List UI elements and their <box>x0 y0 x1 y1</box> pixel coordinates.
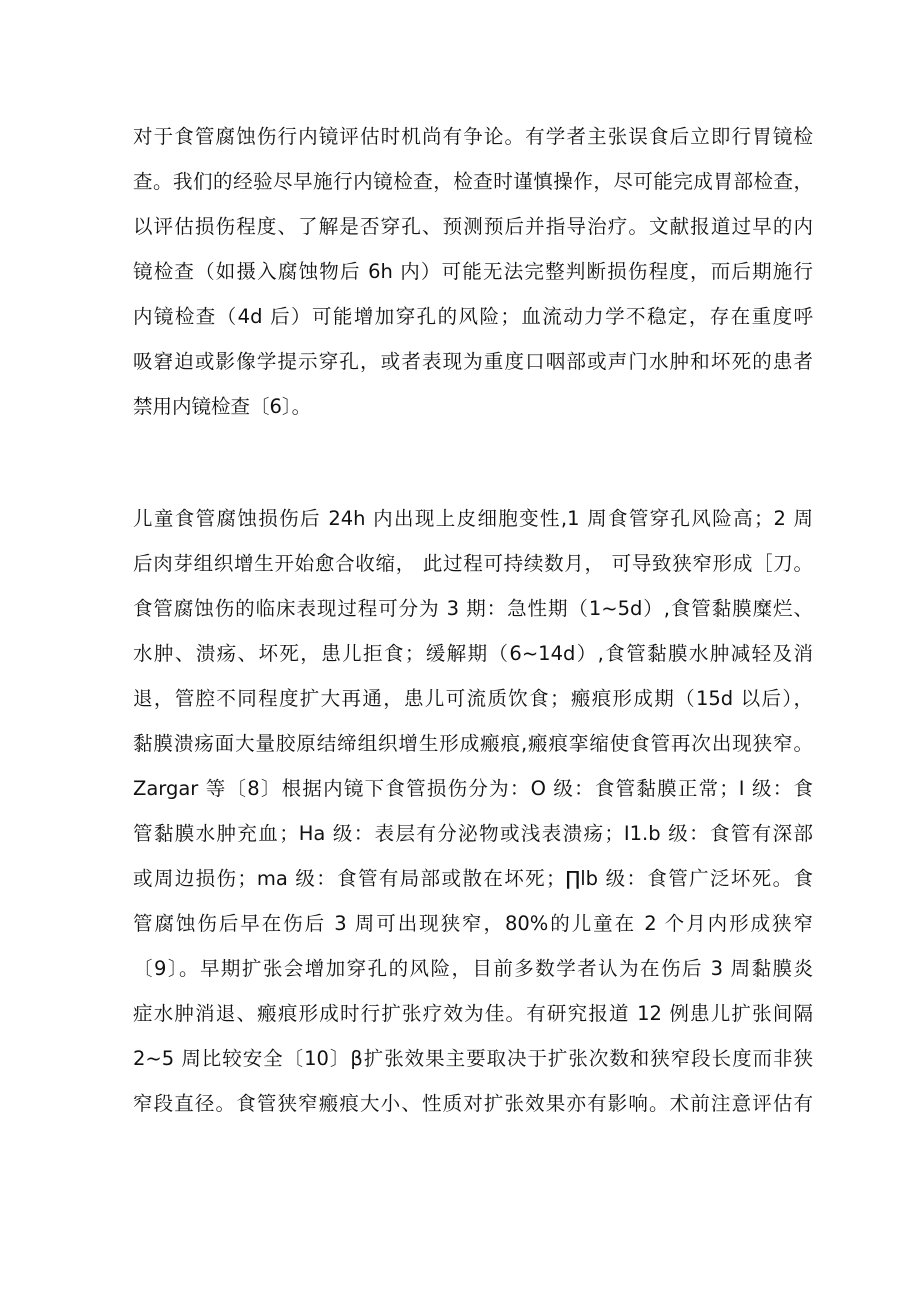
text-line: 2~5 周比较安全〔10〕β扩张效果主要取决于扩张次数和狭窄段长度而非狭 <box>133 1047 813 1070</box>
text-line: 内镜检查（4d 后）可能增加穿孔的风险；血流动力学不稳定，存在重度呼 <box>133 305 813 328</box>
text-line: 吸窘迫或影像学提示穿孔，或者表现为重度口咽部或声门水肿和坏死的患者 <box>133 350 813 373</box>
text-line: 退，管腔不同程度扩大再通，患儿可流质饮食；瘢痕形成期（15d 以后）， <box>133 687 813 710</box>
paragraph-endoscopy-timing <box>133 114 813 429</box>
text-line: 以评估损伤程度、了解是否穿孔、预测预后并指导治疗。文献报道过早的内 <box>133 215 813 238</box>
text-line: 〔9〕。早期扩张会增加穿孔的风险，目前多数学者认为在伤后 3 周黏膜炎 <box>133 957 813 980</box>
text-line: 窄段直径。食管狭窄瘢痕大小、性质对扩张效果亦有影响。术前注意评估有 <box>133 1092 813 1115</box>
text-line: 镜检查（如摄入腐蚀物后 6h 内）可能无法完整判断损伤程度，而后期施行 <box>133 260 813 283</box>
paragraph-injury-progression <box>133 496 813 1126</box>
text-line: 或周边损伤；ma 级：食管有局部或散在坏死；∏lb 级：食管广泛坏死。食 <box>133 867 813 890</box>
text-line: 禁用内镜检查〔6〕。 <box>133 395 312 418</box>
text-line: 管腐蚀伤后早在伤后 3 周可出现狭窄，80%的儿童在 2 个月内形成狭窄 <box>133 912 813 935</box>
text-line: 食管腐蚀伤的临床表现过程可分为 3 期：急性期（1~5d）,食管黏膜糜烂、 <box>133 597 813 620</box>
text-line: 管黏膜水肿充血；Ha 级：表层有分泌物或浅表溃疡；I1.b 级：食管有深部 <box>133 822 813 845</box>
text-line: 黏膜溃疡面大量胶原结缔组织增生形成瘢痕,瘢痕挛缩使食管再次出现狭窄。 <box>133 732 813 755</box>
text-line: 对于食管腐蚀伤行内镜评估时机尚有争论。有学者主张误食后立即行胃镜检 <box>133 125 813 148</box>
text-line: 后肉芽组织增生开始愈合收缩， 此过程可持续数月， 可导致狭窄形成［刀。 <box>133 552 813 575</box>
text-line: 查。我们的经验尽早施行内镜检查，检查时谨慎操作，尽可能完成胃部检查， <box>133 170 813 193</box>
text-line: Zargar 等〔8〕根据内镜下食管损伤分为：O 级：食管黏膜正常；I 级：食 <box>133 777 813 800</box>
text-line: 症水肿消退、瘢痕形成时行扩张疗效为佳。有研究报道 12 例患儿扩张间隔 <box>133 1002 813 1025</box>
text-line: 儿童食管腐蚀损伤后 24h 内出现上皮细胞变性,1 周食管穿孔风险高；2 周 <box>133 507 813 530</box>
text-line: 水肿、溃疡、坏死，患儿拒食；缓解期（6~14d）,食管黏膜水肿减轻及消 <box>133 642 813 665</box>
